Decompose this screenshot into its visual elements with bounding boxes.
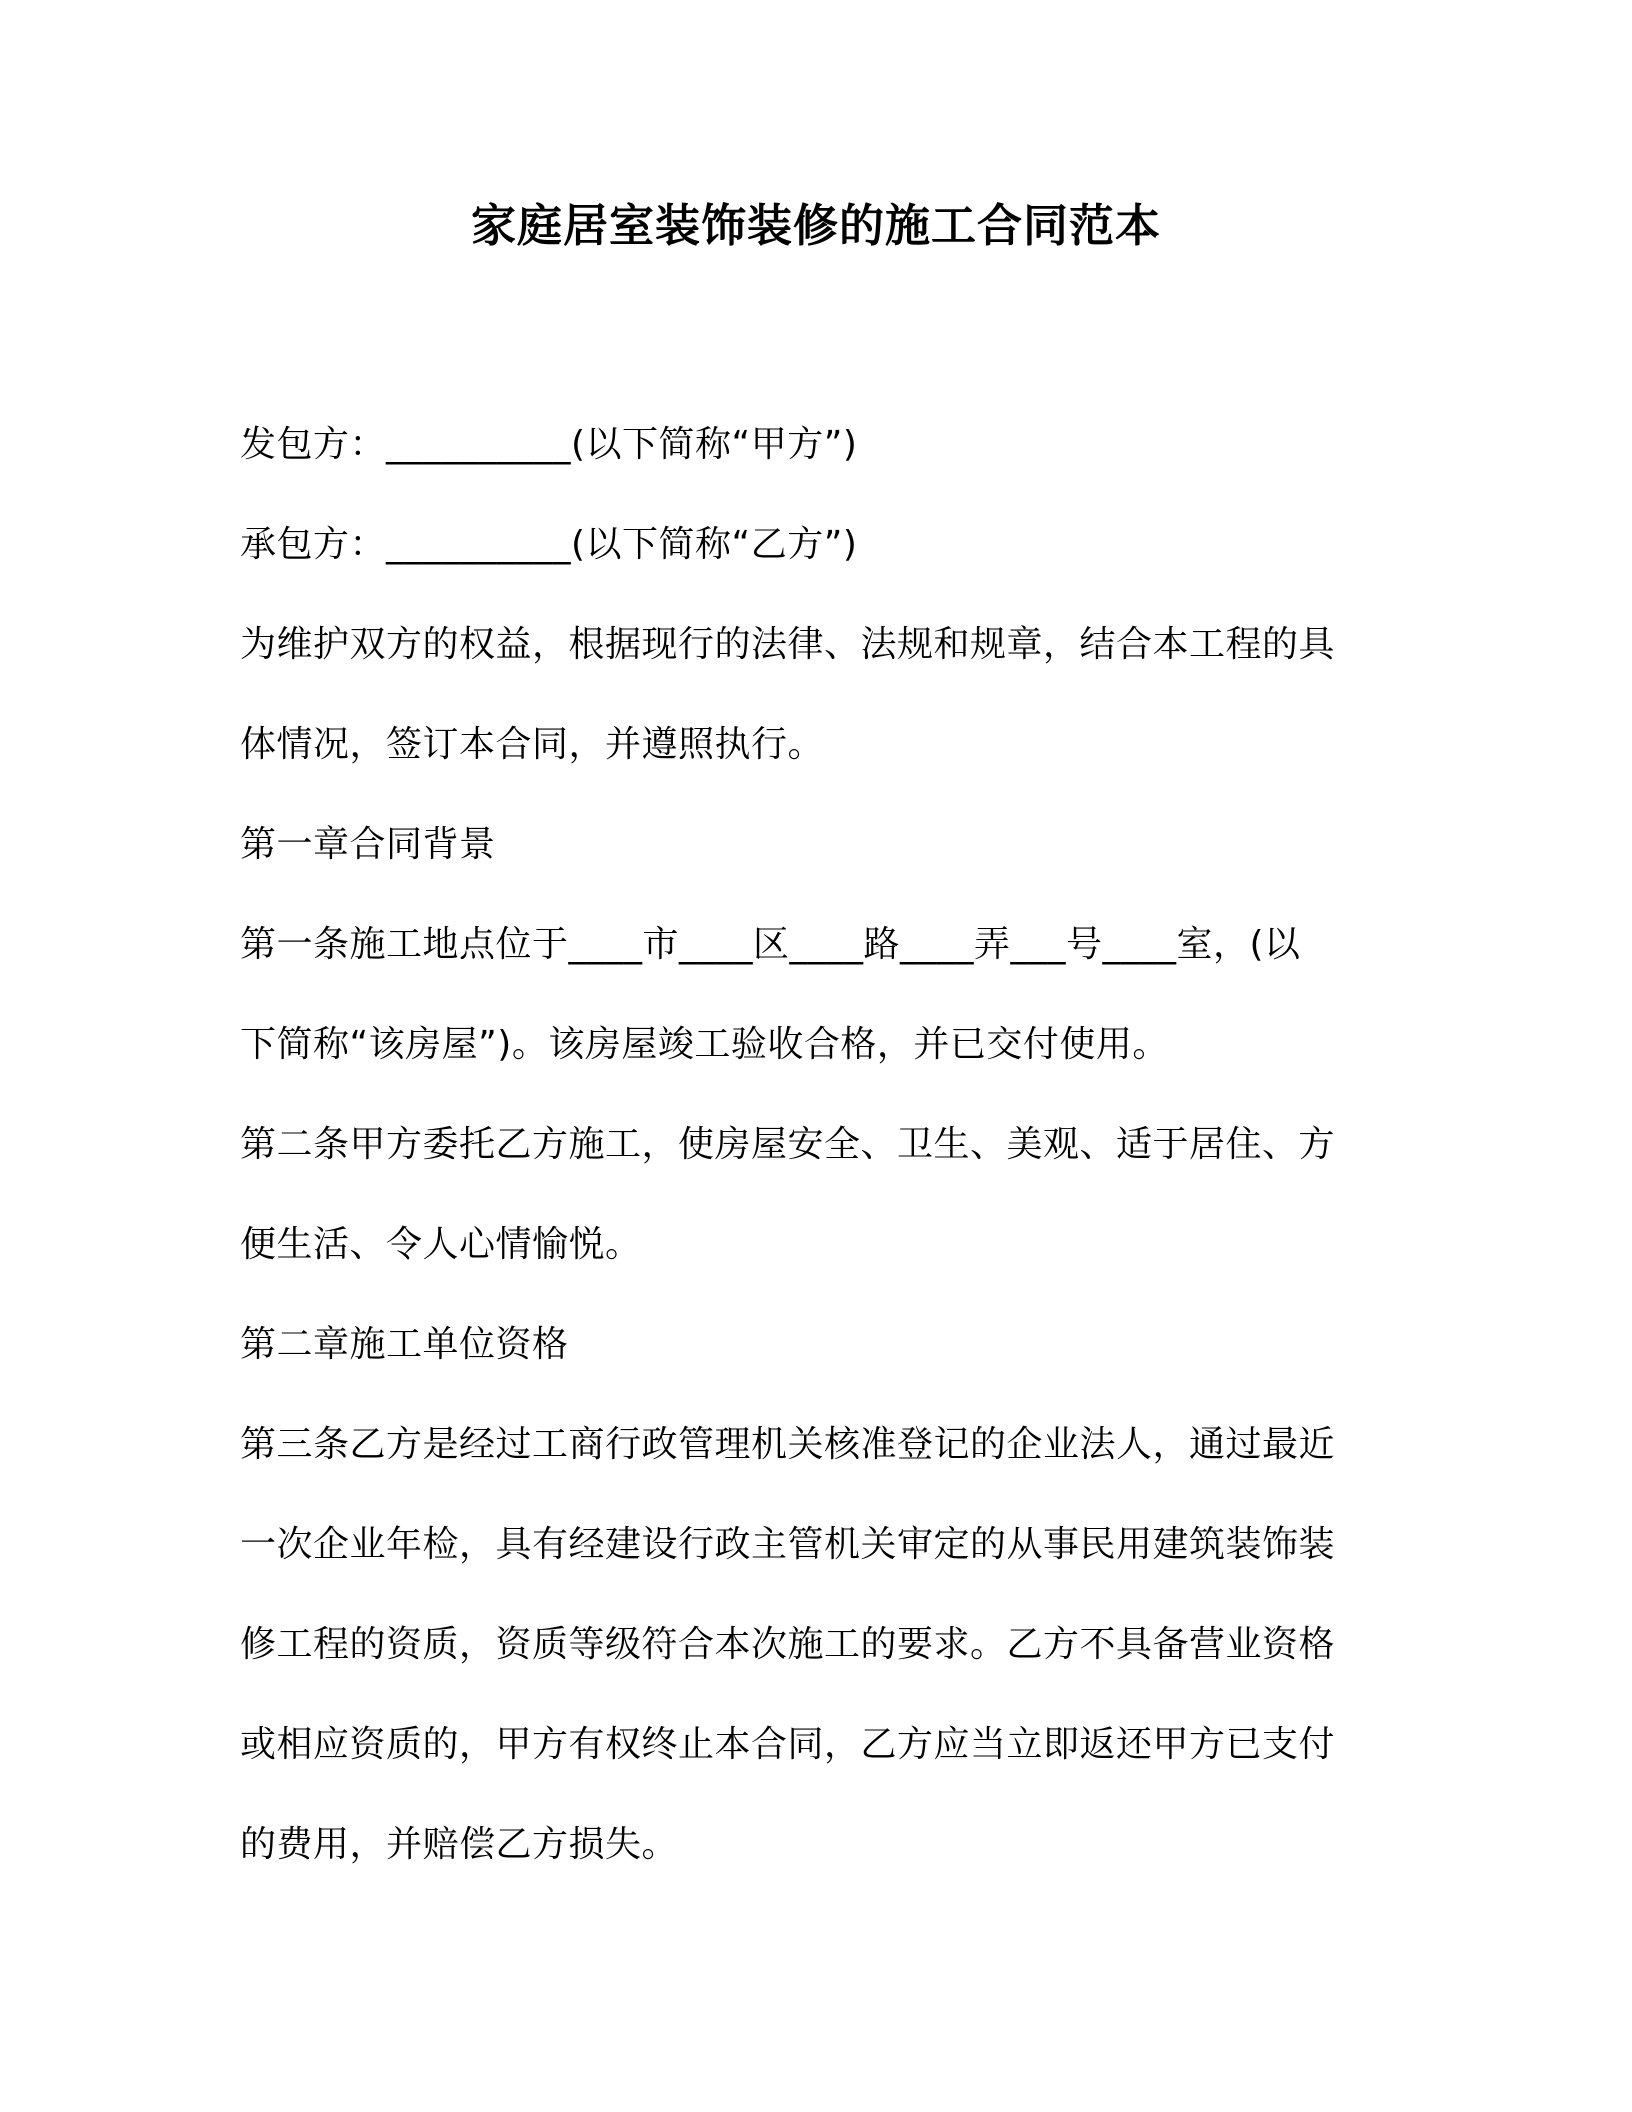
article-3-line-2: 一次企业年检，具有经建设行政主管机关审定的从事民用建筑装饰装 — [240, 1524, 1336, 1565]
party-a-line: 发包方：__________(以下简称“甲方”) — [240, 424, 858, 465]
article-1-line-2: 下简称“该房屋”)。该房屋竣工验收合格，并已交付使用。 — [240, 1024, 1169, 1065]
article-3-line-5: 的费用，并赔偿乙方损失。 — [240, 1824, 679, 1865]
article-2-line-2: 便生活、令人心情愉悦。 — [240, 1224, 642, 1265]
preamble-line-1: 为维护双方的权益，根据现行的法律、法规和规章，结合本工程的具 — [240, 624, 1336, 665]
article-2-line-1: 第二条甲方委托乙方施工，使房屋安全、卫生、美观、适于居住、方 — [240, 1124, 1336, 1165]
article-3-line-3: 修工程的资质，资质等级符合本次施工的要求。乙方不具备营业资格 — [240, 1624, 1336, 1665]
article-3-line-1: 第三条乙方是经过工商行政管理机关核准登记的企业法人，通过最近 — [240, 1424, 1336, 1465]
preamble-line-2: 体情况，签订本合同，并遵照执行。 — [240, 724, 825, 765]
article-1-line-1: 第一条施工地点位于____市____区____路____弄___号____室，(以 — [240, 924, 1301, 965]
article-3-line-4: 或相应资质的，甲方有权终止本合同，乙方应当立即返还甲方已支付 — [240, 1724, 1336, 1765]
party-b-line: 承包方：__________(以下简称“乙方”) — [240, 524, 858, 565]
chapter-1-heading: 第一章合同背景 — [240, 824, 496, 865]
chapter-2-heading: 第二章施工单位资格 — [240, 1324, 569, 1365]
document-title: 家庭居室装饰装修的施工合同范本 — [470, 199, 1161, 252]
